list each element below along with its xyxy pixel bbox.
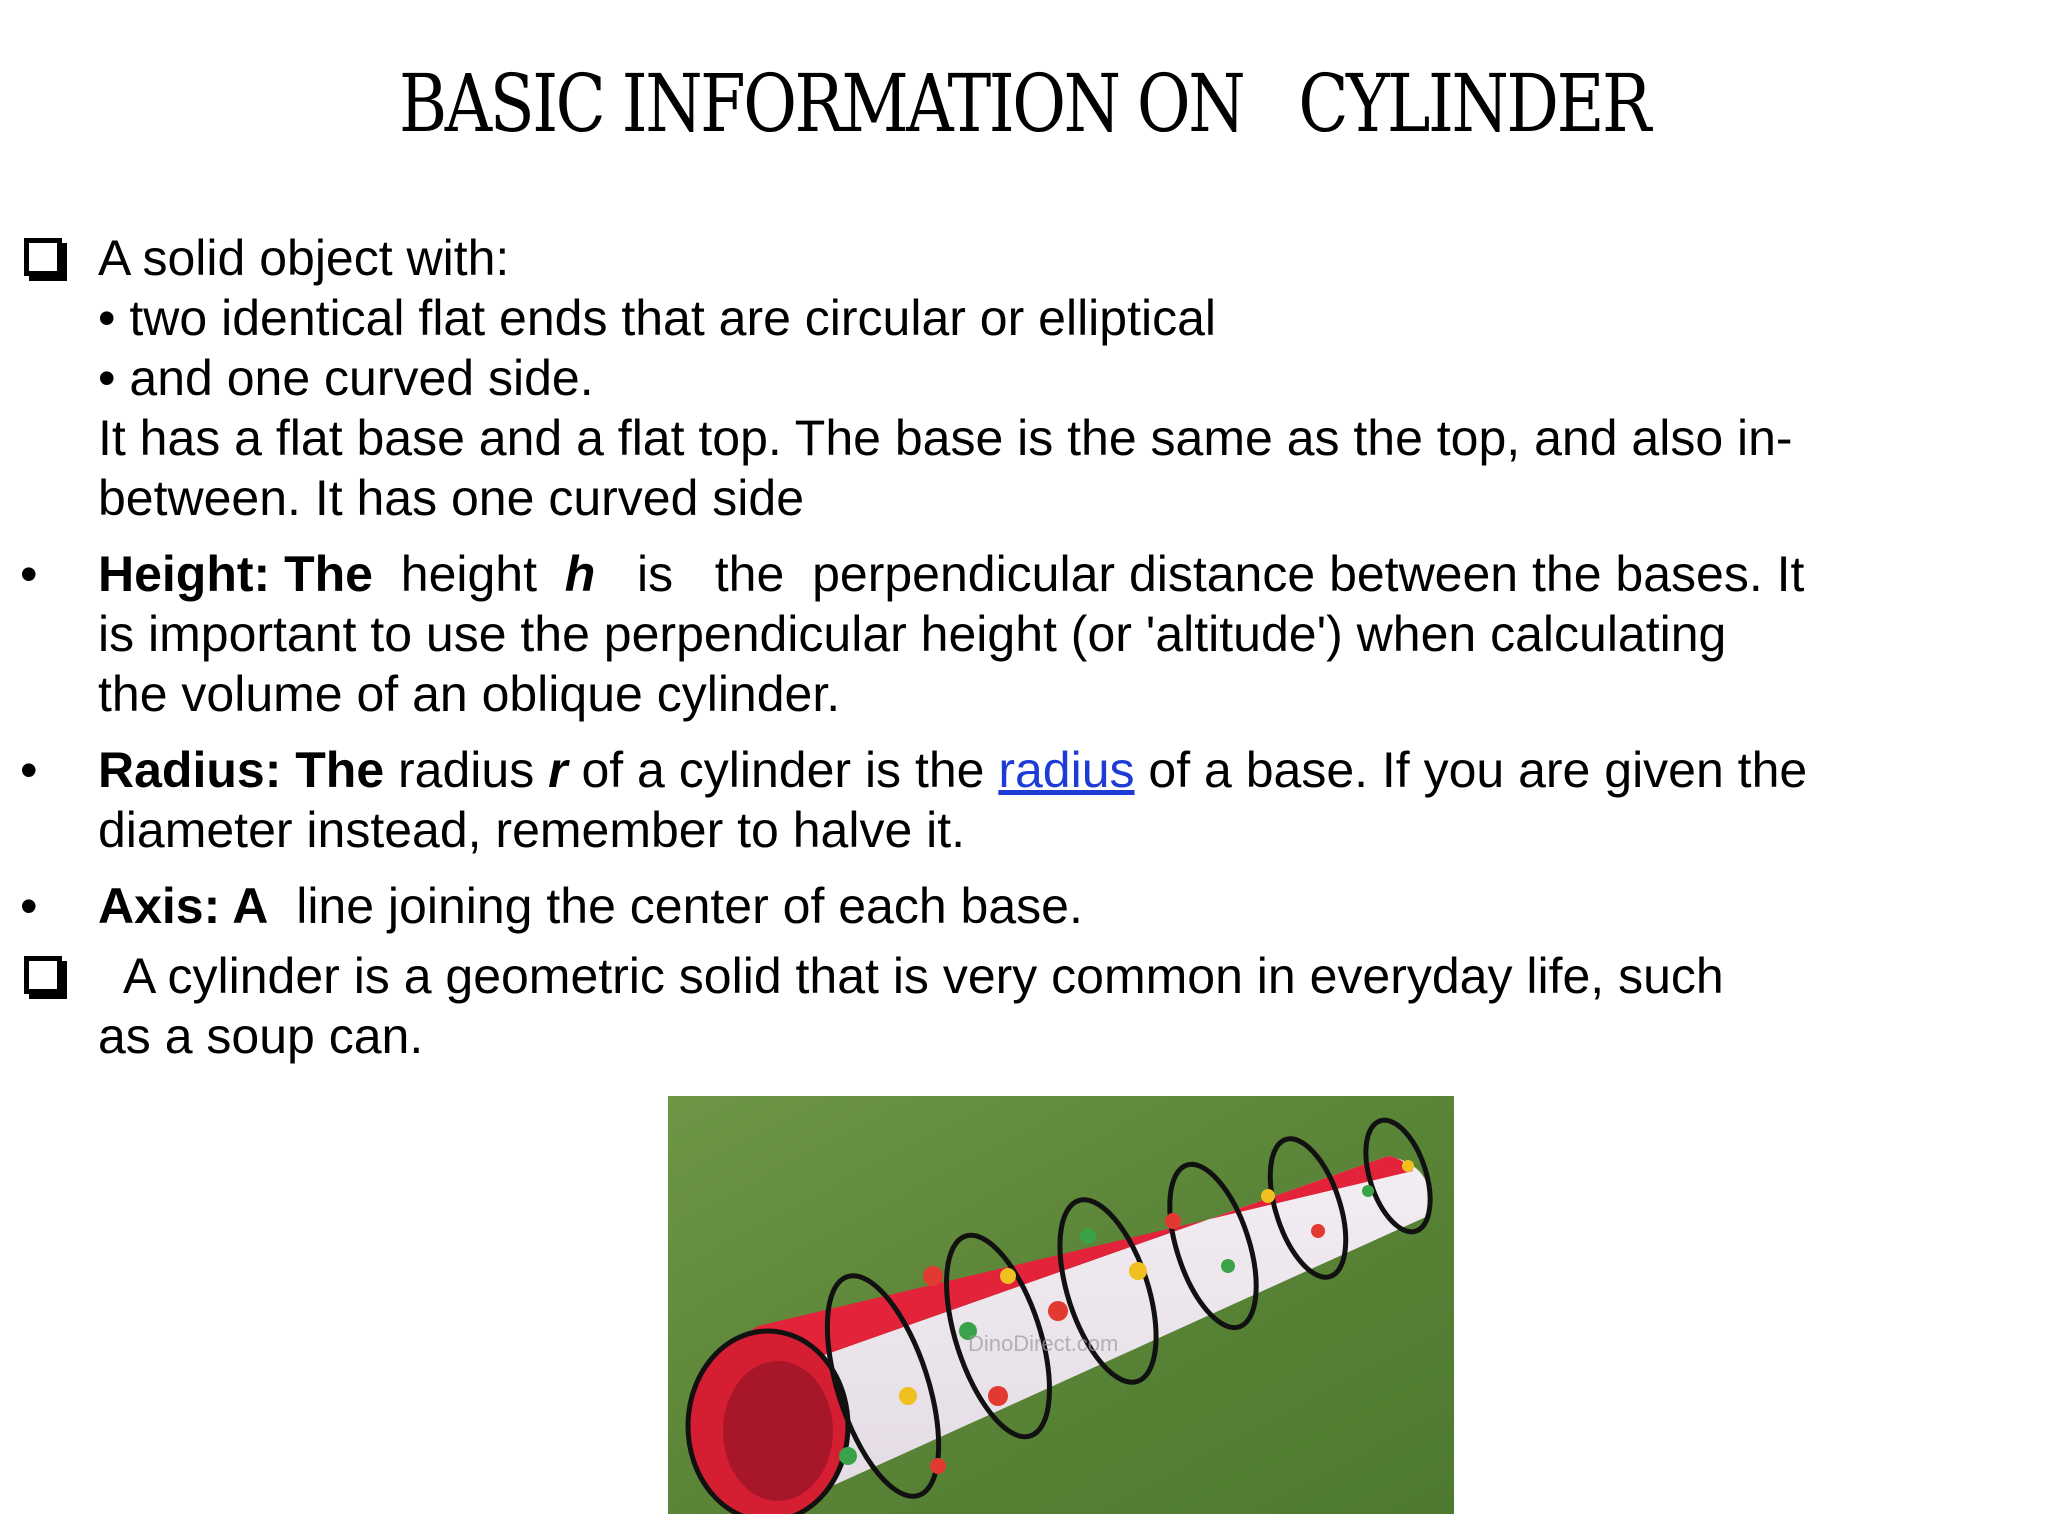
- description-line: between. It has one curved side: [98, 470, 805, 526]
- everyday-line-1: A cylinder is a geometric solid that is very common in everyday life, such: [98, 948, 1724, 1004]
- bullet-item-axis: [0, 876, 2048, 936]
- height-text: is the perpendicular distance between the bases. It: [595, 546, 1805, 602]
- axis-line: [98, 876, 2048, 936]
- height-text: height: [372, 546, 565, 602]
- radius-line-2: diameter instead, remember to halve it.: [98, 802, 966, 858]
- everyday-line-2: as a soup can.: [98, 1008, 424, 1064]
- height-line-2: is important to use the perpendicular height (or 'altitude') when calculating: [98, 606, 1727, 662]
- bullet-item-radius: [0, 740, 2048, 860]
- play-tunnel-photo: [668, 1096, 1454, 1514]
- slide-title: BASIC INFORMATION ON CYLINDER: [399, 57, 1649, 150]
- intro-text: A solid object with:: [98, 230, 510, 286]
- radius-link[interactable]: radius: [998, 742, 1135, 798]
- radius-variable: r: [548, 742, 568, 798]
- sub-bullet-flat-ends: • two identical flat ends that are circular or elliptical: [98, 290, 1217, 346]
- description-line: It has a flat base and a flat top. The base is the same as the top, and also in-: [98, 410, 1793, 466]
- bullet-item-solid-object: [0, 228, 2048, 528]
- radius-text: radius: [384, 742, 549, 798]
- sub-bullet-curved-side: • and one curved side.: [98, 350, 594, 406]
- checkbox-bullet-icon: [24, 956, 62, 994]
- bullet-item-height: [0, 544, 2048, 724]
- tunnel-inner-shadow: [723, 1361, 833, 1501]
- radius-text: of a cylinder is the: [567, 742, 999, 798]
- bullet-dot-icon: •: [20, 878, 38, 934]
- axis-text: line joining the center of each base.: [268, 878, 1083, 934]
- bullet-dot-icon: •: [20, 546, 38, 602]
- height-variable: h: [564, 546, 596, 602]
- checkbox-bullet-icon: [24, 238, 62, 276]
- radius-text: of a base. If you are given the: [1134, 742, 1808, 798]
- height-line-3: the volume of an oblique cylinder.: [98, 666, 841, 722]
- radius-line-1: [98, 740, 2048, 800]
- bullet-item-everyday-life: [0, 946, 2048, 1066]
- radius-term: Radius: The: [98, 742, 385, 798]
- photo-watermark: DinoDirect.com: [968, 1331, 1119, 1356]
- bullet-dot-icon: •: [20, 742, 38, 798]
- axis-term: Axis: A: [98, 878, 269, 934]
- slide-body: [0, 228, 2048, 1066]
- height-line-1: [98, 544, 2048, 604]
- height-term: Height: The: [98, 546, 373, 602]
